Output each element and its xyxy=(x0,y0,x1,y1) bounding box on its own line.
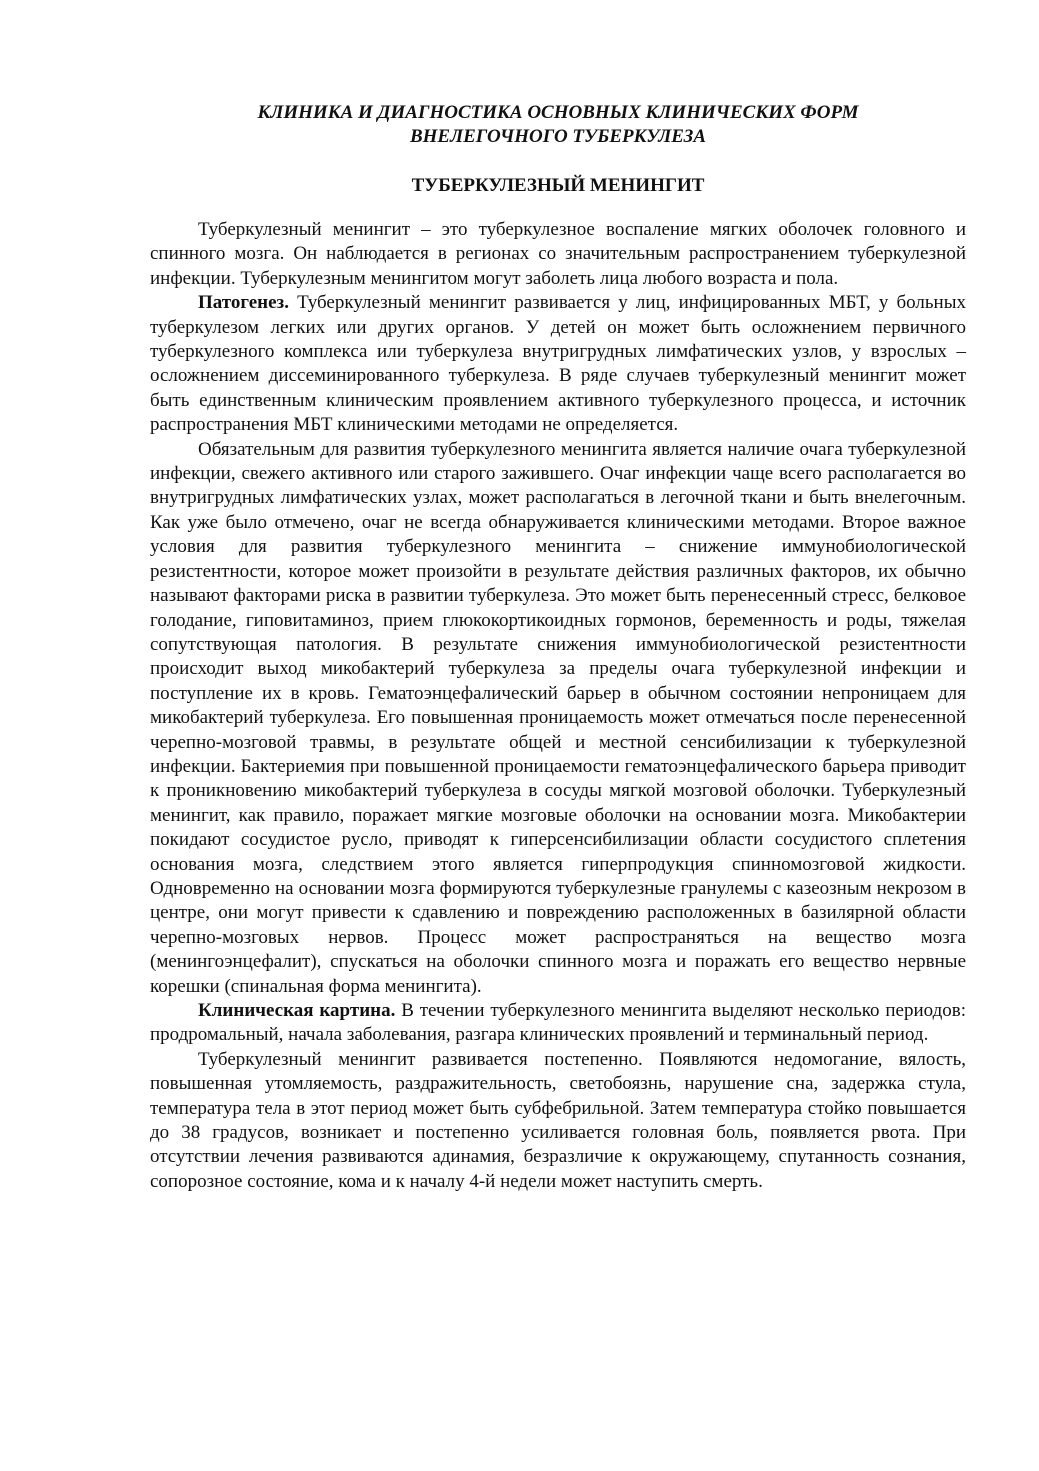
section-title: ТУБЕРКУЛЕЗНЫЙ МЕНИНГИТ xyxy=(411,175,705,196)
paragraph-clinical-picture xyxy=(150,999,966,1048)
paragraph-definition xyxy=(150,218,966,291)
paragraph-text: Туберкулезный менингит – это туберкулезное воспаление мягких оболочек головного и спинного мозга. Он наблюдается в регионах со значительным распространением туберкулезной инфекции. Туберкулезным менингитом могут заболеть лица любого возраста и пола. xyxy=(150,219,966,289)
paragraph-text: Обязательным для развития туберкулезного менингита является наличие очага туберкулезной инфекции, свежего активного или старого зажившего. Очаг инфекции чаще всего располагается во внутригрудных лимфатических узлах, может располагаться в легочной ткани и быть внелегочным. Как уже было отмечено, очаг не всегда обнаруживается клиническими методами. Второе важное условия для развития туберкулезного менингита – снижение иммунобиологической резистентности, которое может произойти в результате действия различных факторов, их обычно называют факторами риска в развитии туберкулеза. Это может быть перенесенный стресс, белковое голодание, гиповитаминоз, прием глюкокортикоидных гормонов, беременность и роды, тяжелая сопутствующая патология. В результате снижения иммунобиологической резистентности происходит выход микобактерий туберкулеза за пределы очага туберкулезной инфекции и поступление их в кровь. Гематоэнцефалический барьер в обычном состоянии непроницаем для микобактерий туберкулеза. Его повышенная проницаемость может отмечаться после перенесенной черепно-мозговой травмы, в результате общей и местной сенсибилизации к туберкулезной инфекции. Бактериемия при повышенной проницаемости гематоэнцефалического барьера приводит к проникновению микобактерий туберкулеза в сосуды мягкой мозговой оболочки. Туберкулезный менингит, как правило, поражает мягкие мозговые оболочки на основании мозга. Микобактерии покидают сосудистое русло, приводят к гиперсенсибилизации области сосудистого сплетения основания мозга, следствием этого является гиперпродукция спинномозговой жидкости. Одновременно на основании мозга формируются туберкулезные гранулемы с казеозным некрозом в центре, они могут привести к сдавлению и повреждению расположенных в базилярной области черепно-мозговых нервов. Процесс может распространяться на вещество мозга (менингоэнцефалит), спускаться на оболочки спинного мозга и поражать его вещество нервные корешки (спинальная форма менингита). xyxy=(150,438,966,997)
paragraph-course xyxy=(150,1048,966,1194)
title-line-2: ВНЕЛЕГОЧНОГО ТУБЕРКУЛЕЗА xyxy=(409,126,707,147)
paragraph-text: Туберкулезный менингит развивается у лиц, инфицированных МБТ, у больных туберкулезом легких или других органов. У детей он может быть осложнением первичного туберкулезного комплекса или туберкулеза внутригрудных лимфатических узлов, у взрослых – осложнением диссеминированного туберкулеза. В ряде случаев туберкулезный менингит может быть единственным клиническим проявлением активного туберкулезного процесса, и источник распространения МБТ клиническими методами не определяется. xyxy=(150,292,966,436)
title-line-1: КЛИНИКА И ДИАГНОСТИКА ОСНОВНЫХ КЛИНИЧЕСКИХ ФОРМ xyxy=(257,102,859,123)
document-title xyxy=(150,101,966,149)
paragraph-text: В течении туберкулезного менингита выделяют несколько периодов: продромальный, начала заболевания, разгара клинических проявлений и терминальный период. xyxy=(150,1000,967,1046)
paragraph-lead: Клиническая картина. xyxy=(198,1000,396,1021)
paragraph-lead: Патогенез. xyxy=(198,292,289,314)
document-body xyxy=(150,218,966,1194)
paragraph-pathogenesis xyxy=(150,291,966,437)
paragraph-conditions xyxy=(150,438,966,999)
paragraph-text: Туберкулезный менингит развивается постепенно. Появляются недомогание, вялость, повышенная утомляемость, раздражительность, светобоязнь, нарушение сна, задержка стула, температура тела в этот период может быть субфебрильной. Затем температура стойко повышается до 38 градусов, возникает и постепенно усиливается головная боль, появляется рвота. При отсутствии лечения развиваются адинамия, безразличие к окружающему, спутанность сознания, сопорозное состояние, кома и к началу 4-й недели может наступить смерть. xyxy=(150,1048,966,1192)
